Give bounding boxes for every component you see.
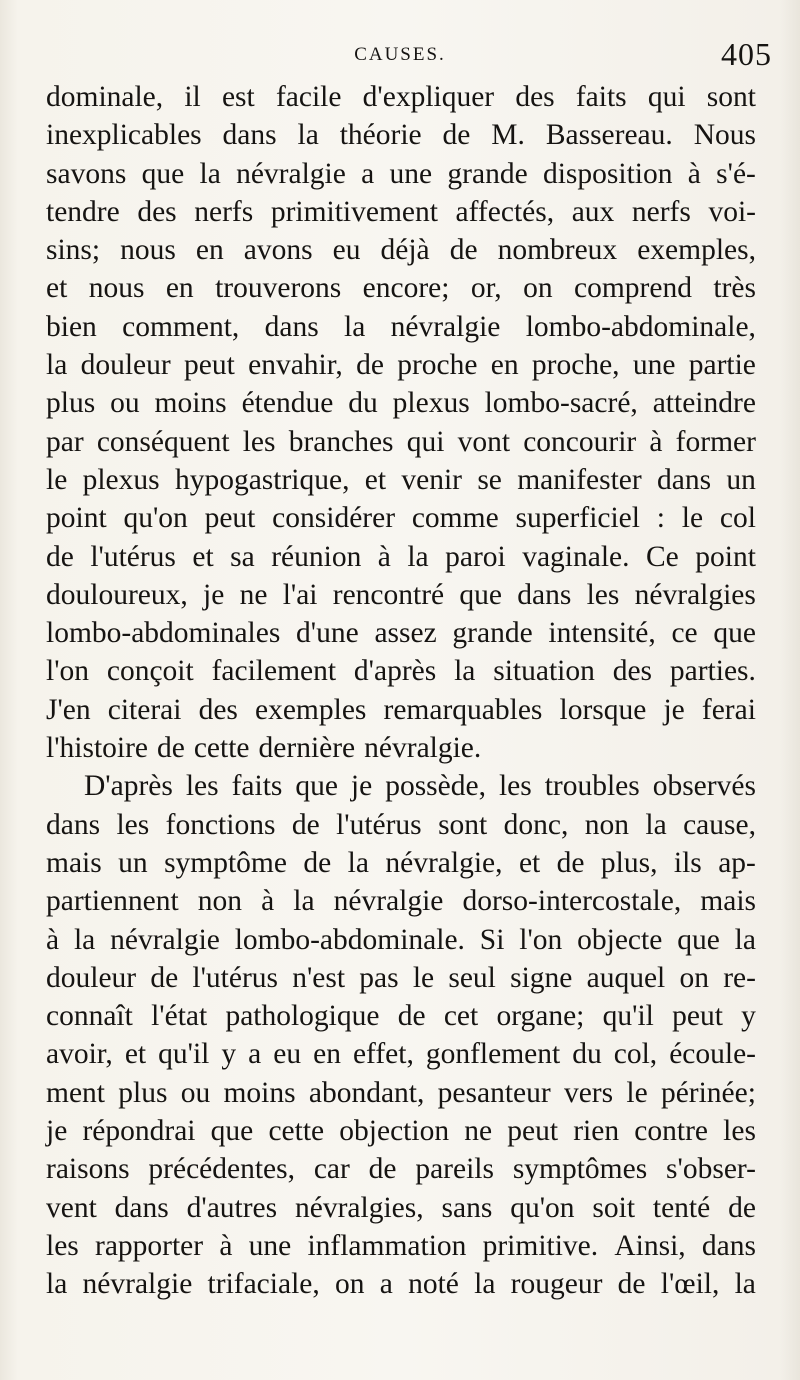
text-line: à la névralgie lombo-abdominale. Si l'on objecte que la — [46, 923, 756, 956]
running-title: CAUSES. — [354, 44, 446, 65]
text-line: bien comment, dans la névralgie lombo-abdominale, — [46, 310, 756, 343]
text-line: ment plus ou moins abondant, pesanteur vers le périnée; — [46, 1076, 756, 1109]
text-line: lombo-abdominales d'une assez grande intensité, ce que — [46, 617, 756, 650]
text-line: savons que la névralgie a une grande disposition à s'é- — [46, 157, 756, 190]
text-line: sins; nous en avons eu déjà de nombreux exemples, — [46, 234, 756, 267]
running-head — [0, 32, 800, 76]
page-number: 405 — [721, 36, 772, 72]
page-body-text — [46, 78, 756, 1304]
text-line: dans les fonctions de l'utérus sont donc, non la cause, — [46, 808, 756, 841]
text-line: la douleur peut envahir, de proche en proche, une partie — [46, 349, 756, 382]
text-line: partiennent non à la névralgie dorso-intercostale, mais — [46, 885, 756, 918]
text-line: point qu'on peut considérer comme superficiel : le col — [46, 502, 756, 535]
text-line: par conséquent les branches qui vont concourir à former — [46, 425, 756, 458]
text-line: mais un symptôme de la névralgie, et de plus, ils ap- — [46, 846, 756, 879]
text-line: de l'utérus et sa réunion à la paroi vaginale. Ce point — [46, 540, 756, 573]
text-line: le plexus hypogastrique, et venir se manifester dans un — [46, 463, 756, 496]
text-line: douloureux, je ne l'ai rencontré que dans les névralgies — [46, 578, 756, 611]
text-line: connaît l'état pathologique de cet organe; qu'il peut y — [46, 1000, 756, 1033]
text-line: la névralgie trifaciale, on a noté la rougeur de l'œil, la — [46, 1268, 756, 1301]
text-line: les rapporter à une inflammation primitive. Ainsi, dans — [46, 1229, 756, 1262]
text-line: je répondrai que cette objection ne peut rien contre les — [46, 1115, 756, 1148]
text-line: vent dans d'autres névralgies, sans qu'on soit tenté de — [46, 1191, 756, 1224]
paragraph — [46, 767, 756, 1303]
text-line: l'on conçoit facilement d'après la situation des parties. — [46, 655, 756, 688]
text-line: avoir, et qu'il y a eu en effet, gonflement du col, écoule- — [46, 1038, 756, 1071]
text-line: D'après les faits que je possède, les troubles observés — [84, 770, 756, 803]
text-line: tendre des nerfs primitivement affectés, aux nerfs voi- — [46, 195, 756, 228]
text-line: raisons précédentes, car de pareils symptômes s'obser- — [46, 1153, 756, 1186]
text-line: J'en citerai des exemples remarquables lorsque je ferai — [46, 693, 756, 726]
text-line: plus ou moins étendue du plexus lombo-sacré, atteindre — [46, 387, 756, 420]
text-line: l'histoire de cette dernière névralgie. — [46, 732, 482, 765]
paragraph — [46, 78, 756, 767]
text-line: inexplicables dans la théorie de M. Bassereau. Nous — [46, 119, 756, 152]
text-line: dominale, il est facile d'expliquer des faits qui sont — [46, 81, 756, 113]
text-line: douleur de l'utérus n'est pas le seul signe auquel on re- — [46, 961, 756, 994]
text-line: et nous en trouverons encore; or, on comprend très — [46, 272, 756, 305]
